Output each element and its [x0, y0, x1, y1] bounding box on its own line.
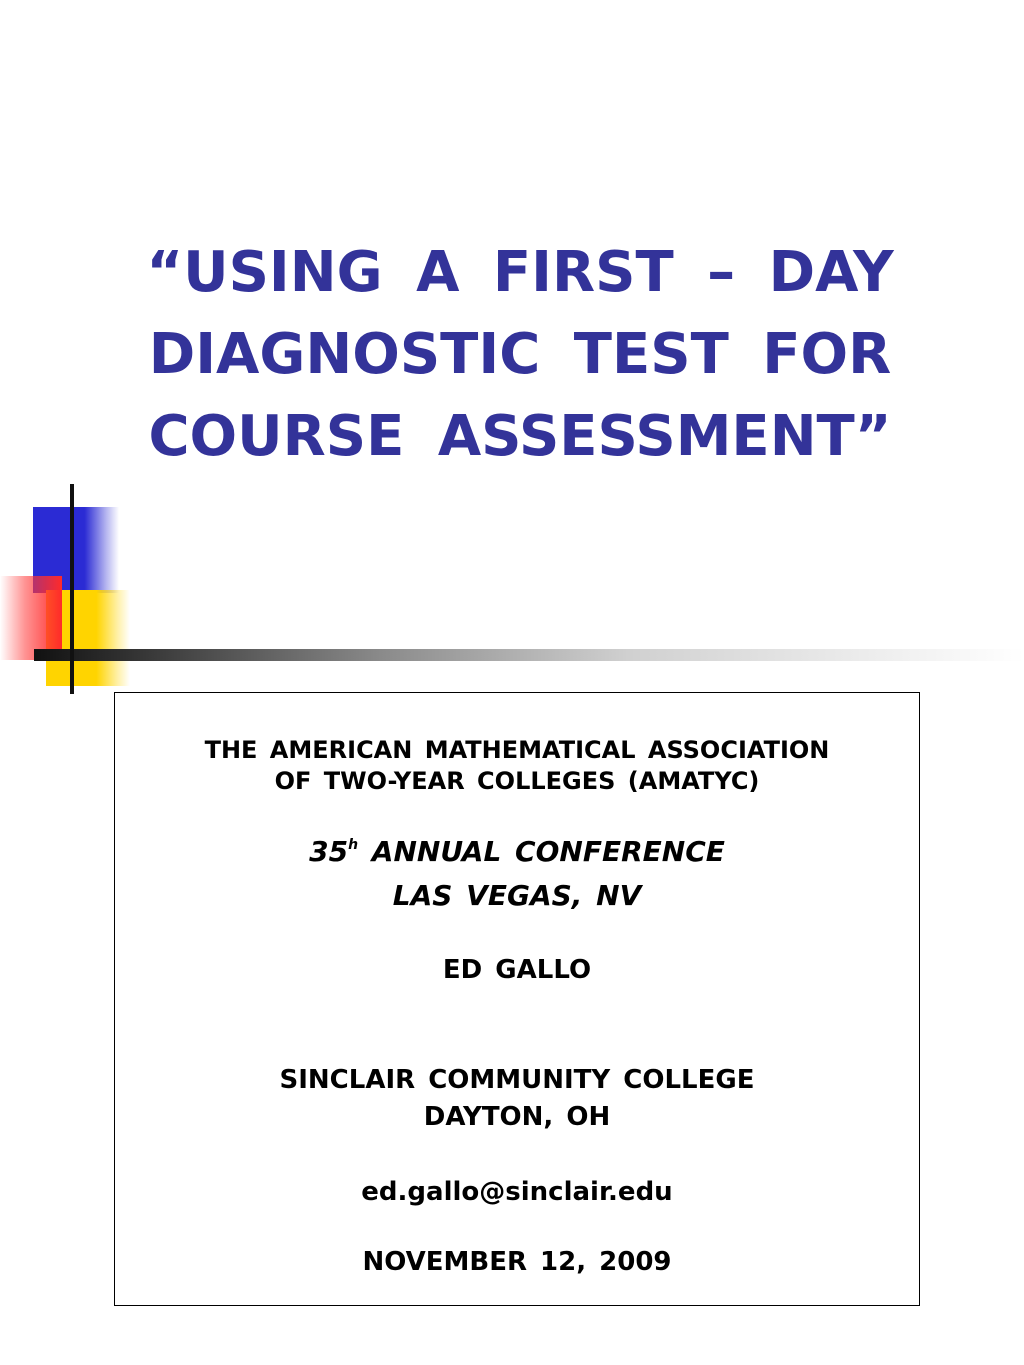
college-name: SINCLAIR COMMUNITY COLLEGE: [279, 1065, 755, 1095]
title-line-3: COURSE ASSESSMENT”: [148, 404, 892, 469]
conference-number: 35: [309, 835, 349, 868]
title-line-1: “USING A FIRST – DAY: [146, 240, 894, 305]
author-name: ED GALLO: [442, 955, 592, 985]
organization-line-1: THE AMERICAN MATHEMATICAL ASSOCIATION: [204, 736, 830, 764]
organization-line-2: OF TWO-YEAR COLLEGES (AMATYC): [274, 767, 760, 795]
conference-location: LAS VEGAS, NV: [392, 879, 642, 912]
college-city: DAYTON, OH: [423, 1102, 611, 1132]
conference-name: ANNUAL CONFERENCE: [371, 835, 725, 868]
slide-title: [60, 232, 980, 478]
author-email: ed.gallo@sinclair.edu: [361, 1177, 673, 1207]
conference-title: [115, 835, 919, 868]
presentation-date: NOVEMBER 12, 2009: [362, 1247, 672, 1277]
vertical-rule: [70, 484, 74, 694]
title-line-2: DIAGNOSTIC TEST FOR: [148, 322, 892, 387]
conference-ordinal-suffix: h: [348, 837, 359, 853]
horizontal-gradient-rule: [34, 649, 1024, 661]
red-square-decoration: [0, 576, 62, 660]
presenter-info-box: [114, 692, 920, 1306]
